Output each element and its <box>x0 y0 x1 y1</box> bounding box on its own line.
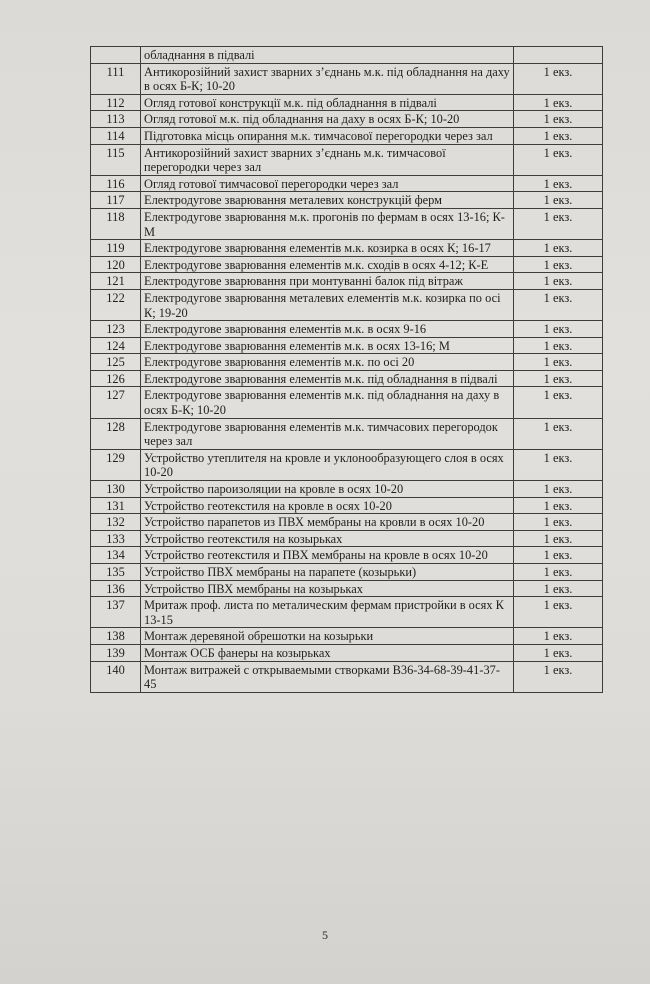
table-row <box>91 240 603 257</box>
row-copies: 1 екз. <box>514 321 603 338</box>
row-copies: 1 екз. <box>514 337 603 354</box>
row-number: 118 <box>91 208 141 239</box>
row-description: Антикорозійний захист зварних з’єднань м.к. тимчасової перегородки через зал <box>141 144 514 175</box>
acts-table-body <box>91 47 603 693</box>
table-row <box>91 192 603 209</box>
table-row <box>91 111 603 128</box>
row-copies: 1 екз. <box>514 530 603 547</box>
row-number: 136 <box>91 580 141 597</box>
row-description: Електродугове зварювання елементів м.к. тимчасових перегородок через зал <box>141 418 514 449</box>
row-description: Електродугове зварювання елементів м.к. по осі 20 <box>141 354 514 371</box>
row-copies: 1 екз. <box>514 127 603 144</box>
row-number: 124 <box>91 337 141 354</box>
row-number: 115 <box>91 144 141 175</box>
row-number: 131 <box>91 497 141 514</box>
row-description: Електродугове зварювання елементів м.к. в осях 13-16; М <box>141 337 514 354</box>
table-row <box>91 387 603 418</box>
table-row <box>91 580 603 597</box>
row-description: Електродугове зварювання елементів м.к. під обладнання на даху в осях Б-К; 10-20 <box>141 387 514 418</box>
row-description: Устройство геотекстиля и ПВХ мембраны на кровле в осях 10-20 <box>141 547 514 564</box>
row-copies: 1 екз. <box>514 481 603 498</box>
table-row <box>91 597 603 628</box>
table-row <box>91 144 603 175</box>
table-row <box>91 175 603 192</box>
row-copies: 1 екз. <box>514 289 603 320</box>
row-description: Мритаж проф. листа по металическим фермам пристройки в осях К 13-15 <box>141 597 514 628</box>
row-description: Монтаж ОСБ фанеры на козырьках <box>141 644 514 661</box>
table-row <box>91 481 603 498</box>
row-description: Монтаж деревяной обрешотки на козырьки <box>141 628 514 645</box>
row-copies <box>514 47 603 64</box>
table-row <box>91 370 603 387</box>
row-copies: 1 екз. <box>514 597 603 628</box>
table-row <box>91 497 603 514</box>
row-number: 114 <box>91 127 141 144</box>
row-description: Електродугове зварювання елементів м.к. козирка в осях К; 16-17 <box>141 240 514 257</box>
row-number: 112 <box>91 94 141 111</box>
row-description: Електродугове зварювання елементів м.к. сходів в осях 4-12; К-Е <box>141 256 514 273</box>
row-copies: 1 екз. <box>514 175 603 192</box>
row-description: Огляд готової конструкції м.к. під обладнання в підвалі <box>141 94 514 111</box>
row-description: Підготовка місць опирання м.к. тимчасової перегородки через зал <box>141 127 514 144</box>
row-copies: 1 екз. <box>514 111 603 128</box>
row-number: 130 <box>91 481 141 498</box>
row-number: 117 <box>91 192 141 209</box>
row-number: 128 <box>91 418 141 449</box>
row-number: 132 <box>91 514 141 531</box>
table-row <box>91 449 603 480</box>
row-copies: 1 екз. <box>514 94 603 111</box>
row-description: Монтаж витражей с открываемыми створками В36-34-68-39-41-37-45 <box>141 661 514 692</box>
table-row <box>91 644 603 661</box>
row-description: Огляд готової тимчасової перегородки через зал <box>141 175 514 192</box>
row-copies: 1 екз. <box>514 354 603 371</box>
row-copies: 1 екз. <box>514 564 603 581</box>
acts-table <box>90 46 603 693</box>
row-number: 125 <box>91 354 141 371</box>
row-description: Устройство геотекстиля на кровле в осях 10-20 <box>141 497 514 514</box>
row-description: Електродугове зварювання елементів м.к. під обладнання в підвалі <box>141 370 514 387</box>
row-copies: 1 екз. <box>514 580 603 597</box>
row-number: 119 <box>91 240 141 257</box>
row-copies: 1 екз. <box>514 192 603 209</box>
table-row <box>91 273 603 290</box>
row-copies: 1 екз. <box>514 370 603 387</box>
row-copies: 1 екз. <box>514 208 603 239</box>
row-description: Електродугове зварювання металевих конструкцій ферм <box>141 192 514 209</box>
row-copies: 1 екз. <box>514 144 603 175</box>
row-number: 127 <box>91 387 141 418</box>
row-description: Електродугове зварювання м.к. прогонів по фермам в осях 13-16; К-М <box>141 208 514 239</box>
page-number: 5 <box>322 928 328 942</box>
table-row <box>91 564 603 581</box>
table-row <box>91 256 603 273</box>
row-description: Устройство парапетов из ПВХ мембраны на кровли в осях 10-20 <box>141 514 514 531</box>
table-row <box>91 418 603 449</box>
table-row <box>91 289 603 320</box>
row-number <box>91 47 141 64</box>
row-description: Устройство ПВХ мембраны на парапете (козырьки) <box>141 564 514 581</box>
row-number: 111 <box>91 63 141 94</box>
row-copies: 1 екз. <box>514 497 603 514</box>
table-row <box>91 547 603 564</box>
row-number: 138 <box>91 628 141 645</box>
row-copies: 1 екз. <box>514 514 603 531</box>
row-description: Огляд готової м.к. під обладнання на даху в осях Б-К; 10-20 <box>141 111 514 128</box>
row-description: Антикорозійний захист зварних з’єднань м.к. під обладнання на даху в осях Б-К; 10-20 <box>141 63 514 94</box>
row-number: 139 <box>91 644 141 661</box>
row-copies: 1 екз. <box>514 547 603 564</box>
row-number: 120 <box>91 256 141 273</box>
table-row <box>91 514 603 531</box>
row-number: 134 <box>91 547 141 564</box>
row-number: 133 <box>91 530 141 547</box>
row-copies: 1 екз. <box>514 240 603 257</box>
row-number: 116 <box>91 175 141 192</box>
table-row <box>91 628 603 645</box>
row-number: 126 <box>91 370 141 387</box>
row-number: 135 <box>91 564 141 581</box>
row-copies: 1 екз. <box>514 644 603 661</box>
row-description: Устройство пароизоляции на кровле в осях 10-20 <box>141 481 514 498</box>
row-description: Електродугове зварювання елементів м.к. в осях 9-16 <box>141 321 514 338</box>
table-row <box>91 530 603 547</box>
row-copies: 1 екз. <box>514 418 603 449</box>
table-row <box>91 661 603 692</box>
table-row <box>91 63 603 94</box>
row-description: Устройство утеплителя на кровле и уклонообразующего слоя в осях 10-20 <box>141 449 514 480</box>
table-row <box>91 94 603 111</box>
table-row <box>91 47 603 64</box>
table-row <box>91 337 603 354</box>
row-description: Устройство геотекстиля на козырьках <box>141 530 514 547</box>
row-description: Електродугове зварювання металевих елементів м.к. козирка по осі К; 19-20 <box>141 289 514 320</box>
row-copies: 1 екз. <box>514 661 603 692</box>
row-number: 122 <box>91 289 141 320</box>
row-description: Устройство ПВХ мембраны на козырьках <box>141 580 514 597</box>
table-row <box>91 208 603 239</box>
row-number: 113 <box>91 111 141 128</box>
row-copies: 1 екз. <box>514 387 603 418</box>
table-row <box>91 127 603 144</box>
row-copies: 1 екз. <box>514 273 603 290</box>
row-copies: 1 екз. <box>514 63 603 94</box>
table-row <box>91 321 603 338</box>
row-description: обладнання в підвалі <box>141 47 514 64</box>
row-number: 129 <box>91 449 141 480</box>
row-number: 123 <box>91 321 141 338</box>
row-copies: 1 екз. <box>514 449 603 480</box>
row-number: 140 <box>91 661 141 692</box>
row-copies: 1 екз. <box>514 256 603 273</box>
row-number: 137 <box>91 597 141 628</box>
table-row <box>91 354 603 371</box>
row-description: Електродугове зварювання при монтуванні балок під вітраж <box>141 273 514 290</box>
row-copies: 1 екз. <box>514 628 603 645</box>
row-number: 121 <box>91 273 141 290</box>
